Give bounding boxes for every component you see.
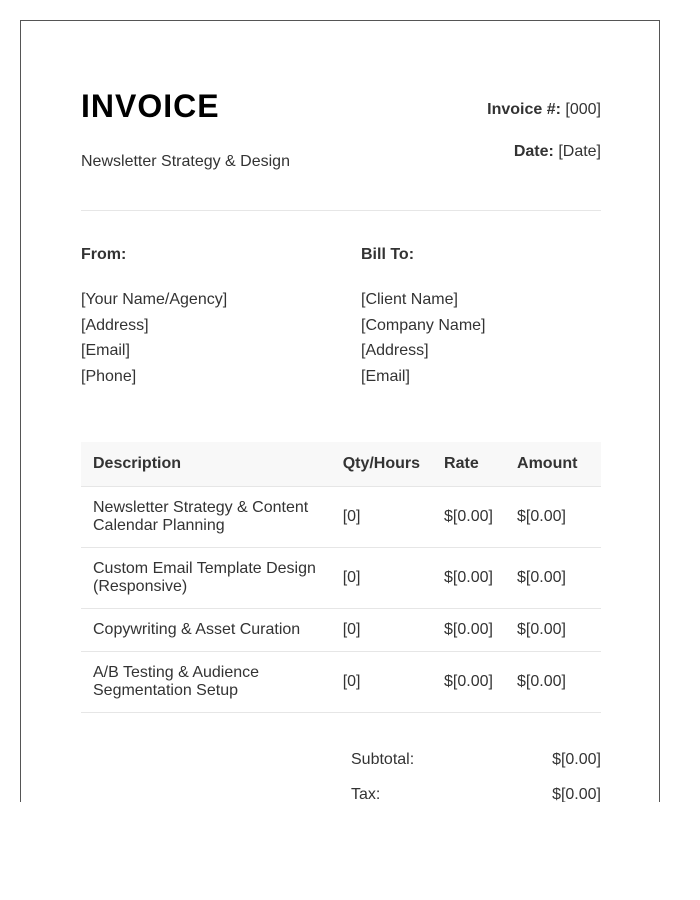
from-address-block — [81, 287, 341, 390]
row-rate: $[0.00] — [432, 548, 505, 609]
row-rate: $[0.00] — [432, 487, 505, 548]
tax-value: $[0.00] — [552, 786, 601, 802]
row-qty: [0] — [331, 548, 432, 609]
bill-to-line: [Client Name] — [361, 291, 458, 308]
bill-to-address-block — [361, 287, 621, 390]
row-qty: [0] — [331, 652, 432, 713]
invoice-number — [487, 100, 601, 120]
row-description: Copywriting & Asset Curation — [81, 609, 331, 652]
table-row — [81, 487, 601, 548]
bill-to-section — [361, 245, 621, 390]
header-description: Description — [81, 442, 331, 487]
row-description: A/B Testing & Audience Segmentation Setup — [81, 652, 331, 713]
from-line: [Phone] — [81, 368, 137, 386]
row-description: Custom Email Template Design (Responsive) — [81, 548, 331, 609]
row-rate: $[0.00] — [432, 609, 505, 652]
invoice-date — [514, 142, 601, 162]
subtotal-value: $[0.00] — [552, 751, 601, 768]
row-rate: $[0.00] — [432, 652, 505, 713]
subtotal-label: Subtotal: — [351, 751, 415, 768]
table-header-row — [81, 442, 601, 487]
row-amount: $[0.00] — [505, 487, 601, 548]
from-heading: From: — [81, 246, 127, 263]
line-items-table — [81, 442, 601, 713]
bill-to-line: [Address] — [361, 342, 429, 360]
invoice-number-value: [000] — [565, 101, 601, 118]
invoice-number-label: Invoice #: — [487, 101, 561, 118]
invoice-date-label: Date: — [513, 143, 554, 160]
from-line: [Address] — [81, 316, 149, 334]
bill-to-heading: Bill To: — [361, 246, 415, 263]
from-section — [81, 245, 341, 390]
bill-to-line: [Company Name] — [361, 316, 486, 334]
invoice-sheet — [20, 20, 660, 802]
header-qty-hours: Qty/Hours — [331, 442, 432, 487]
row-qty: [0] — [331, 487, 432, 548]
header-rate: Rate — [432, 442, 505, 487]
invoice-title: INVOICE — [81, 88, 220, 124]
row-amount: $[0.00] — [505, 548, 601, 609]
row-description: Newsletter Strategy & Content Calendar Planning — [81, 487, 331, 548]
header-amount: Amount — [505, 442, 601, 487]
from-line: [Email] — [81, 342, 130, 360]
table-row — [81, 548, 601, 609]
row-qty: [0] — [331, 609, 432, 652]
invoice-date-value: [Date] — [558, 143, 601, 160]
from-line: [Your Name/Agency] — [81, 291, 228, 308]
table-row — [81, 609, 601, 652]
tax-label: Tax: — [351, 786, 381, 802]
row-amount: $[0.00] — [505, 652, 601, 713]
bill-to-line: [Email] — [361, 368, 410, 386]
table-row — [81, 652, 601, 713]
row-amount: $[0.00] — [505, 609, 601, 652]
invoice-subtitle: Newsletter Strategy & Design — [81, 153, 290, 170]
header-divider — [81, 210, 601, 211]
